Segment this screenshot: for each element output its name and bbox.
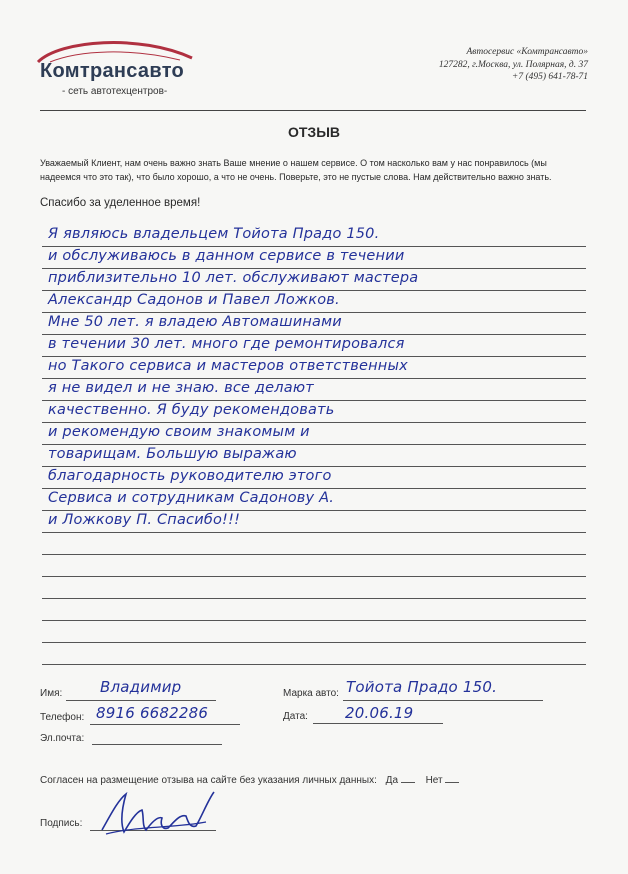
ruled-line — [42, 664, 586, 665]
page-title: ОТЗЫВ — [287, 124, 341, 140]
ruled-line — [42, 576, 586, 577]
review-line: я не видел и не знаю. все делают — [48, 380, 314, 396]
review-line: благодарность руководителю этого — [48, 468, 332, 484]
car-label: Марка авто: — [283, 688, 339, 699]
ruled-line — [42, 510, 586, 511]
review-line: в течении 30 лет. много где ремонтировался — [48, 336, 405, 352]
review-line: Мне 50 лет. я владею Автомашинами — [48, 314, 342, 330]
logo-name: Комтрансавто — [40, 60, 185, 82]
ruled-line — [42, 246, 586, 247]
address-line: Автосервис «Комтрансавто» — [466, 47, 588, 57]
consent-question: Согласен на размещение отзыва на сайте без указания личных данных: — [40, 775, 377, 786]
ruled-line — [42, 312, 586, 313]
ruled-line — [42, 422, 586, 423]
signature-label: Подпись: — [40, 818, 83, 829]
review-line: качественно. Я буду рекомендовать — [48, 402, 335, 418]
ruled-line — [42, 334, 586, 335]
header-divider — [40, 110, 586, 111]
consent-text — [40, 775, 459, 786]
ruled-line — [42, 466, 586, 467]
review-line: и рекомендую своим знакомым и — [48, 424, 310, 440]
ruled-line — [42, 268, 586, 269]
review-line: и Ложкову П. Спасибо!!! — [48, 512, 241, 528]
review-line: Сервиса и сотрудникам Садонову А. — [48, 490, 335, 506]
address-line: 127282, г.Москва, ул. Полярная, д. 37 — [438, 59, 588, 70]
phone-value[interactable]: 8916 6682286 — [96, 704, 209, 722]
date-value[interactable]: 20.06.19 — [345, 704, 414, 722]
intro-text: Уважаемый Клиент, нам очень важно знать Ваше мнение о нашем сервисе. О том насколько вам у нас понравилось (мы надеемся что это так), что было хорошо, а что не очень. Поверьте, это не пустые слова. Нам действительно важно знать. — [40, 158, 552, 182]
company-address — [439, 46, 588, 84]
consent-yes-label: Да — [385, 775, 399, 786]
date-field-line — [313, 723, 443, 724]
ruled-line — [42, 598, 586, 599]
consent-no-label: Нет — [425, 775, 443, 786]
name-field-line — [66, 700, 216, 701]
ruled-line — [42, 620, 586, 621]
ruled-line — [42, 488, 586, 489]
ruled-line — [42, 532, 586, 533]
consent-yes-blank[interactable] — [401, 782, 415, 783]
consent-no-blank[interactable] — [445, 782, 459, 783]
address-line: +7 (495) 641-78-71 — [511, 72, 588, 82]
ruled-line — [42, 444, 586, 445]
ruled-line — [42, 290, 586, 291]
review-line: приблизительно 10 лет. обслуживают мастера — [48, 270, 419, 286]
review-line: но Такого сервиса и мастеров ответственных — [48, 358, 408, 374]
email-field-line[interactable] — [92, 744, 222, 745]
car-value[interactable]: Тойота Прадо 150. — [346, 678, 498, 696]
email-label: Эл.почта: — [40, 733, 85, 744]
review-line: и обслуживаюсь в данном сервисе в течении — [48, 248, 405, 264]
phone-label: Телефон: — [40, 712, 85, 723]
ruled-line — [42, 378, 586, 379]
handwritten-signature[interactable] — [96, 786, 222, 840]
ruled-line — [42, 400, 586, 401]
ruled-line — [42, 356, 586, 357]
logo-subtitle: - сеть автотехцентров- — [62, 86, 168, 97]
review-line: Я являюсь владельцем Тойота Прадо 150. — [48, 226, 380, 242]
phone-field-line — [90, 724, 240, 725]
ruled-line — [42, 554, 586, 555]
car-field-line — [343, 700, 543, 701]
name-value[interactable]: Владимир — [100, 678, 182, 696]
date-label: Дата: — [283, 711, 308, 722]
name-label: Имя: — [40, 688, 63, 699]
review-line: товарищам. Большую выражаю — [48, 446, 297, 462]
review-line: Александр Садонов и Павел Ложков. — [48, 292, 340, 308]
ruled-line — [42, 642, 586, 643]
thanks-text: Спасибо за уделенное время! — [40, 197, 201, 209]
